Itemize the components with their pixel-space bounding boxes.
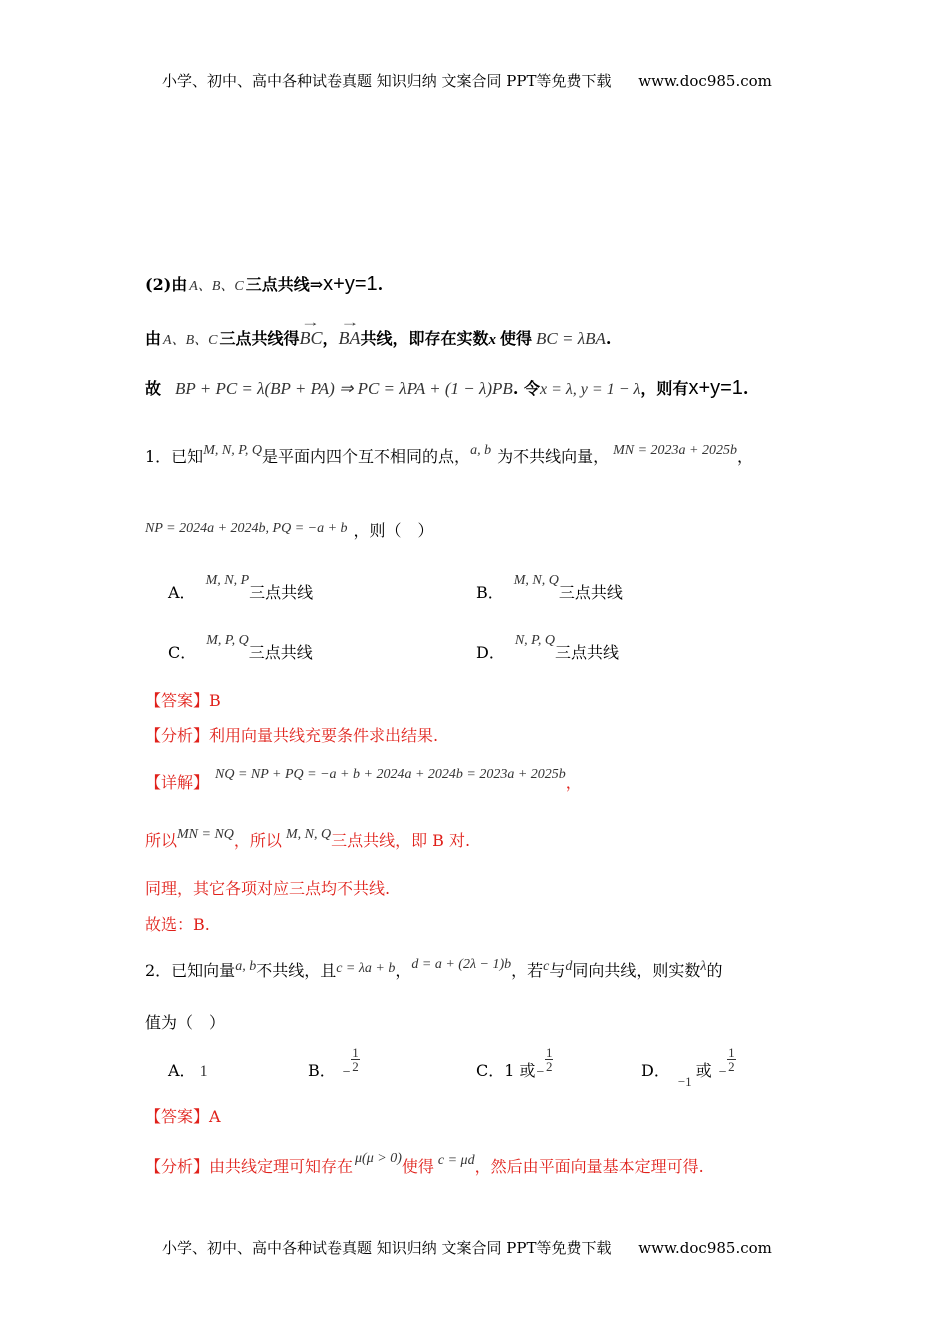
vector-ba: → BA [339, 328, 361, 349]
q1-points: M, N, P, Q [203, 443, 263, 458]
part2-l2-mid: 三点共线得 [219, 329, 300, 348]
part2-l3-assign: x = λ, y = 1 − λ [539, 381, 641, 398]
answer-value: A [209, 1107, 221, 1126]
q1-t3: ， [736, 447, 753, 466]
part2-l1-mid: 三点共线⇒ [245, 275, 324, 294]
q2-number: 2．已知向量 [145, 961, 236, 980]
analysis-tag: 【分析】 [145, 726, 210, 745]
q1-stem-line1 [145, 444, 753, 467]
q2-option-d[interactable] [641, 1045, 736, 1089]
fraction-num: 1 [352, 1045, 359, 1060]
analysis-b: 使得 [401, 1157, 434, 1176]
q1-t2: 为不共线向量， [497, 447, 610, 466]
q2-t1: 不共线，且 [256, 961, 337, 980]
q1-vectors: a, b [470, 443, 492, 458]
q2-t2: ， [395, 961, 412, 980]
detail-l2-math2: M, N, Q [285, 827, 332, 842]
option-label: D． [641, 1061, 670, 1080]
option-sign: − [341, 1065, 352, 1080]
part2-l1-points: A、B、C [189, 279, 244, 294]
q1-answer [145, 688, 221, 711]
analysis-c: ，然后由平面向量基本定理可得. [474, 1157, 704, 1176]
answer-tag: 【答案】 [145, 691, 210, 710]
answer-value: B [209, 691, 221, 710]
answer-tag: 【答案】 [145, 1107, 210, 1126]
option-label: C． [168, 643, 197, 662]
q2-option-c[interactable] [476, 1045, 553, 1080]
option-sign: − [535, 1065, 545, 1080]
page-footer [162, 1237, 772, 1258]
option-label: A． [168, 583, 196, 602]
option-value: 1 [199, 1063, 208, 1080]
q2-t6: 的 [706, 961, 723, 980]
q1-detail-line3: 同理，其它各项对应三点均不共线. [145, 879, 391, 898]
option-pre: −1 [677, 1074, 692, 1089]
q2-d-var: d [565, 959, 573, 974]
part2-l3-eq: BP + PC = λ(BP + PA) ⇒ PC = λPA + (1 − λ)PB [175, 379, 513, 398]
part2-l3-pre: 故 [145, 379, 162, 398]
detail-math: NQ = NP + PQ = −a + b + 2024a + 2024b = 2023a + 2025b [215, 767, 566, 782]
q2-stem-line1 [145, 958, 722, 981]
footer-text: 小学、初中、高中各种试卷真题 知识归纳 文案合同 PPT等免费下载 [162, 1239, 612, 1257]
part2-l2-x: x [488, 332, 497, 348]
q2-stem-line2: 值为（ ） [145, 1013, 226, 1032]
part2-l1-eq: x+y=1 [323, 273, 378, 295]
analysis-text: 利用向量共线充要条件求出结果. [209, 726, 439, 745]
detail-end: ， [565, 773, 582, 792]
page-header [162, 70, 772, 91]
q1-option-a[interactable] [168, 573, 314, 603]
option-label: A． [168, 1061, 196, 1080]
q1-stem-line2 [145, 518, 434, 541]
q2-option-a[interactable] [168, 1058, 208, 1081]
q1-mn: MN = 2023a + 2025b [613, 443, 737, 458]
option-math: M, P, Q [206, 633, 249, 648]
option-or: 或 [695, 1061, 712, 1080]
option-math: M, N, P [205, 573, 250, 588]
analysis-mu: μ(μ > 0) [355, 1151, 402, 1166]
detail-l2-b: ，所以 [233, 831, 282, 850]
part2-l2-comma: ， [322, 329, 339, 348]
q1-t1: 是平面内四个互不相同的点， [262, 447, 471, 466]
option-label: D． [476, 643, 505, 662]
fraction-den: 2 [545, 1059, 553, 1074]
part2-l2-end: . [605, 329, 612, 348]
vector-bc: → BC [299, 328, 322, 349]
q1-detail [145, 767, 582, 793]
option-sign: − [717, 1065, 728, 1080]
detail-l2-a: 所以 [145, 831, 178, 850]
q1-option-c[interactable] [168, 633, 313, 663]
q2-c-var: c [543, 959, 550, 974]
option-text: 三点共线 [558, 583, 623, 602]
option-text: 三点共线 [555, 643, 620, 662]
part2-line1 [145, 272, 383, 296]
option-math: N, P, Q [514, 633, 556, 648]
q2-analysis [145, 1151, 704, 1177]
detail-tag: 【详解】 [145, 773, 210, 792]
q1-detail-line2 [145, 828, 470, 851]
q1-detail-line4: 故选：B. [145, 915, 210, 934]
q2-t3: ，若 [511, 961, 544, 980]
option-label: C． [476, 1061, 505, 1080]
part2-l2-mid2: 共线，即存在实数 [360, 329, 489, 348]
part2-l3-mid2: ，则有 [640, 379, 689, 398]
q2-d: d = a + (2λ − 1)b [411, 957, 512, 972]
header-url: www.doc985.com [638, 72, 772, 90]
option-pre: 1 或 [504, 1061, 536, 1080]
part2-line2 [145, 326, 611, 349]
part2-l3-end: . [742, 379, 749, 398]
footer-url: www.doc985.com [638, 1239, 772, 1257]
option-fraction [351, 1046, 360, 1073]
q1-number: 1．已知 [145, 447, 204, 466]
option-label: B． [476, 583, 504, 602]
part2-l2-eq: BC = λBA [536, 329, 606, 348]
q1-option-b[interactable] [476, 573, 623, 603]
q1-np-pq: NP = 2024a + 2024b, PQ = −a + b [145, 521, 348, 536]
option-text: 三点共线 [249, 583, 314, 602]
part2-l3-result: x+y=1 [688, 377, 743, 399]
q2-option-b[interactable] [308, 1045, 360, 1080]
part2-l2-mid3: 使得 [500, 329, 533, 348]
fraction-num: 1 [545, 1045, 553, 1060]
q1-option-d[interactable] [476, 633, 620, 663]
part2-l2-pre: 由 [145, 329, 162, 348]
option-text: 三点共线 [248, 643, 313, 662]
fraction-den: 2 [728, 1059, 735, 1074]
analysis-c-mud: c = μd [437, 1153, 475, 1168]
q2-t5: 同向共线，则实数 [572, 961, 701, 980]
q2-c: c = λa + b [336, 961, 396, 976]
header-text: 小学、初中、高中各种试卷真题 知识归纳 文案合同 PPT等免费下载 [162, 72, 612, 90]
part2-line3 [145, 376, 749, 400]
analysis-tag: 【分析】 [145, 1157, 210, 1176]
q1-t4: ，则（ ） [353, 521, 434, 540]
q1-analysis [145, 723, 438, 746]
q2-answer [145, 1104, 221, 1127]
fraction-num: 1 [728, 1045, 735, 1060]
detail-l2-math1: MN = NQ [177, 827, 234, 842]
option-math: M, N, Q [513, 573, 559, 588]
q2-lambda: λ [700, 959, 707, 974]
part2-l3-mid: . 令 [512, 379, 540, 398]
detail-l2-c: 三点共线，即 B 对. [331, 831, 471, 850]
part2-l1-end: . [377, 275, 384, 294]
part2-l2-points: A、B、C [163, 333, 218, 348]
option-label: B． [308, 1061, 336, 1080]
fraction-den: 2 [352, 1059, 359, 1074]
option-fraction [545, 1046, 554, 1073]
analysis-a: 由共线定理可知存在 [209, 1157, 354, 1176]
option-fraction [727, 1046, 736, 1073]
q2-t4: 与 [549, 961, 566, 980]
part2-l1-pre: (2)由 [145, 275, 188, 294]
q2-vectors: a, b [235, 959, 257, 974]
